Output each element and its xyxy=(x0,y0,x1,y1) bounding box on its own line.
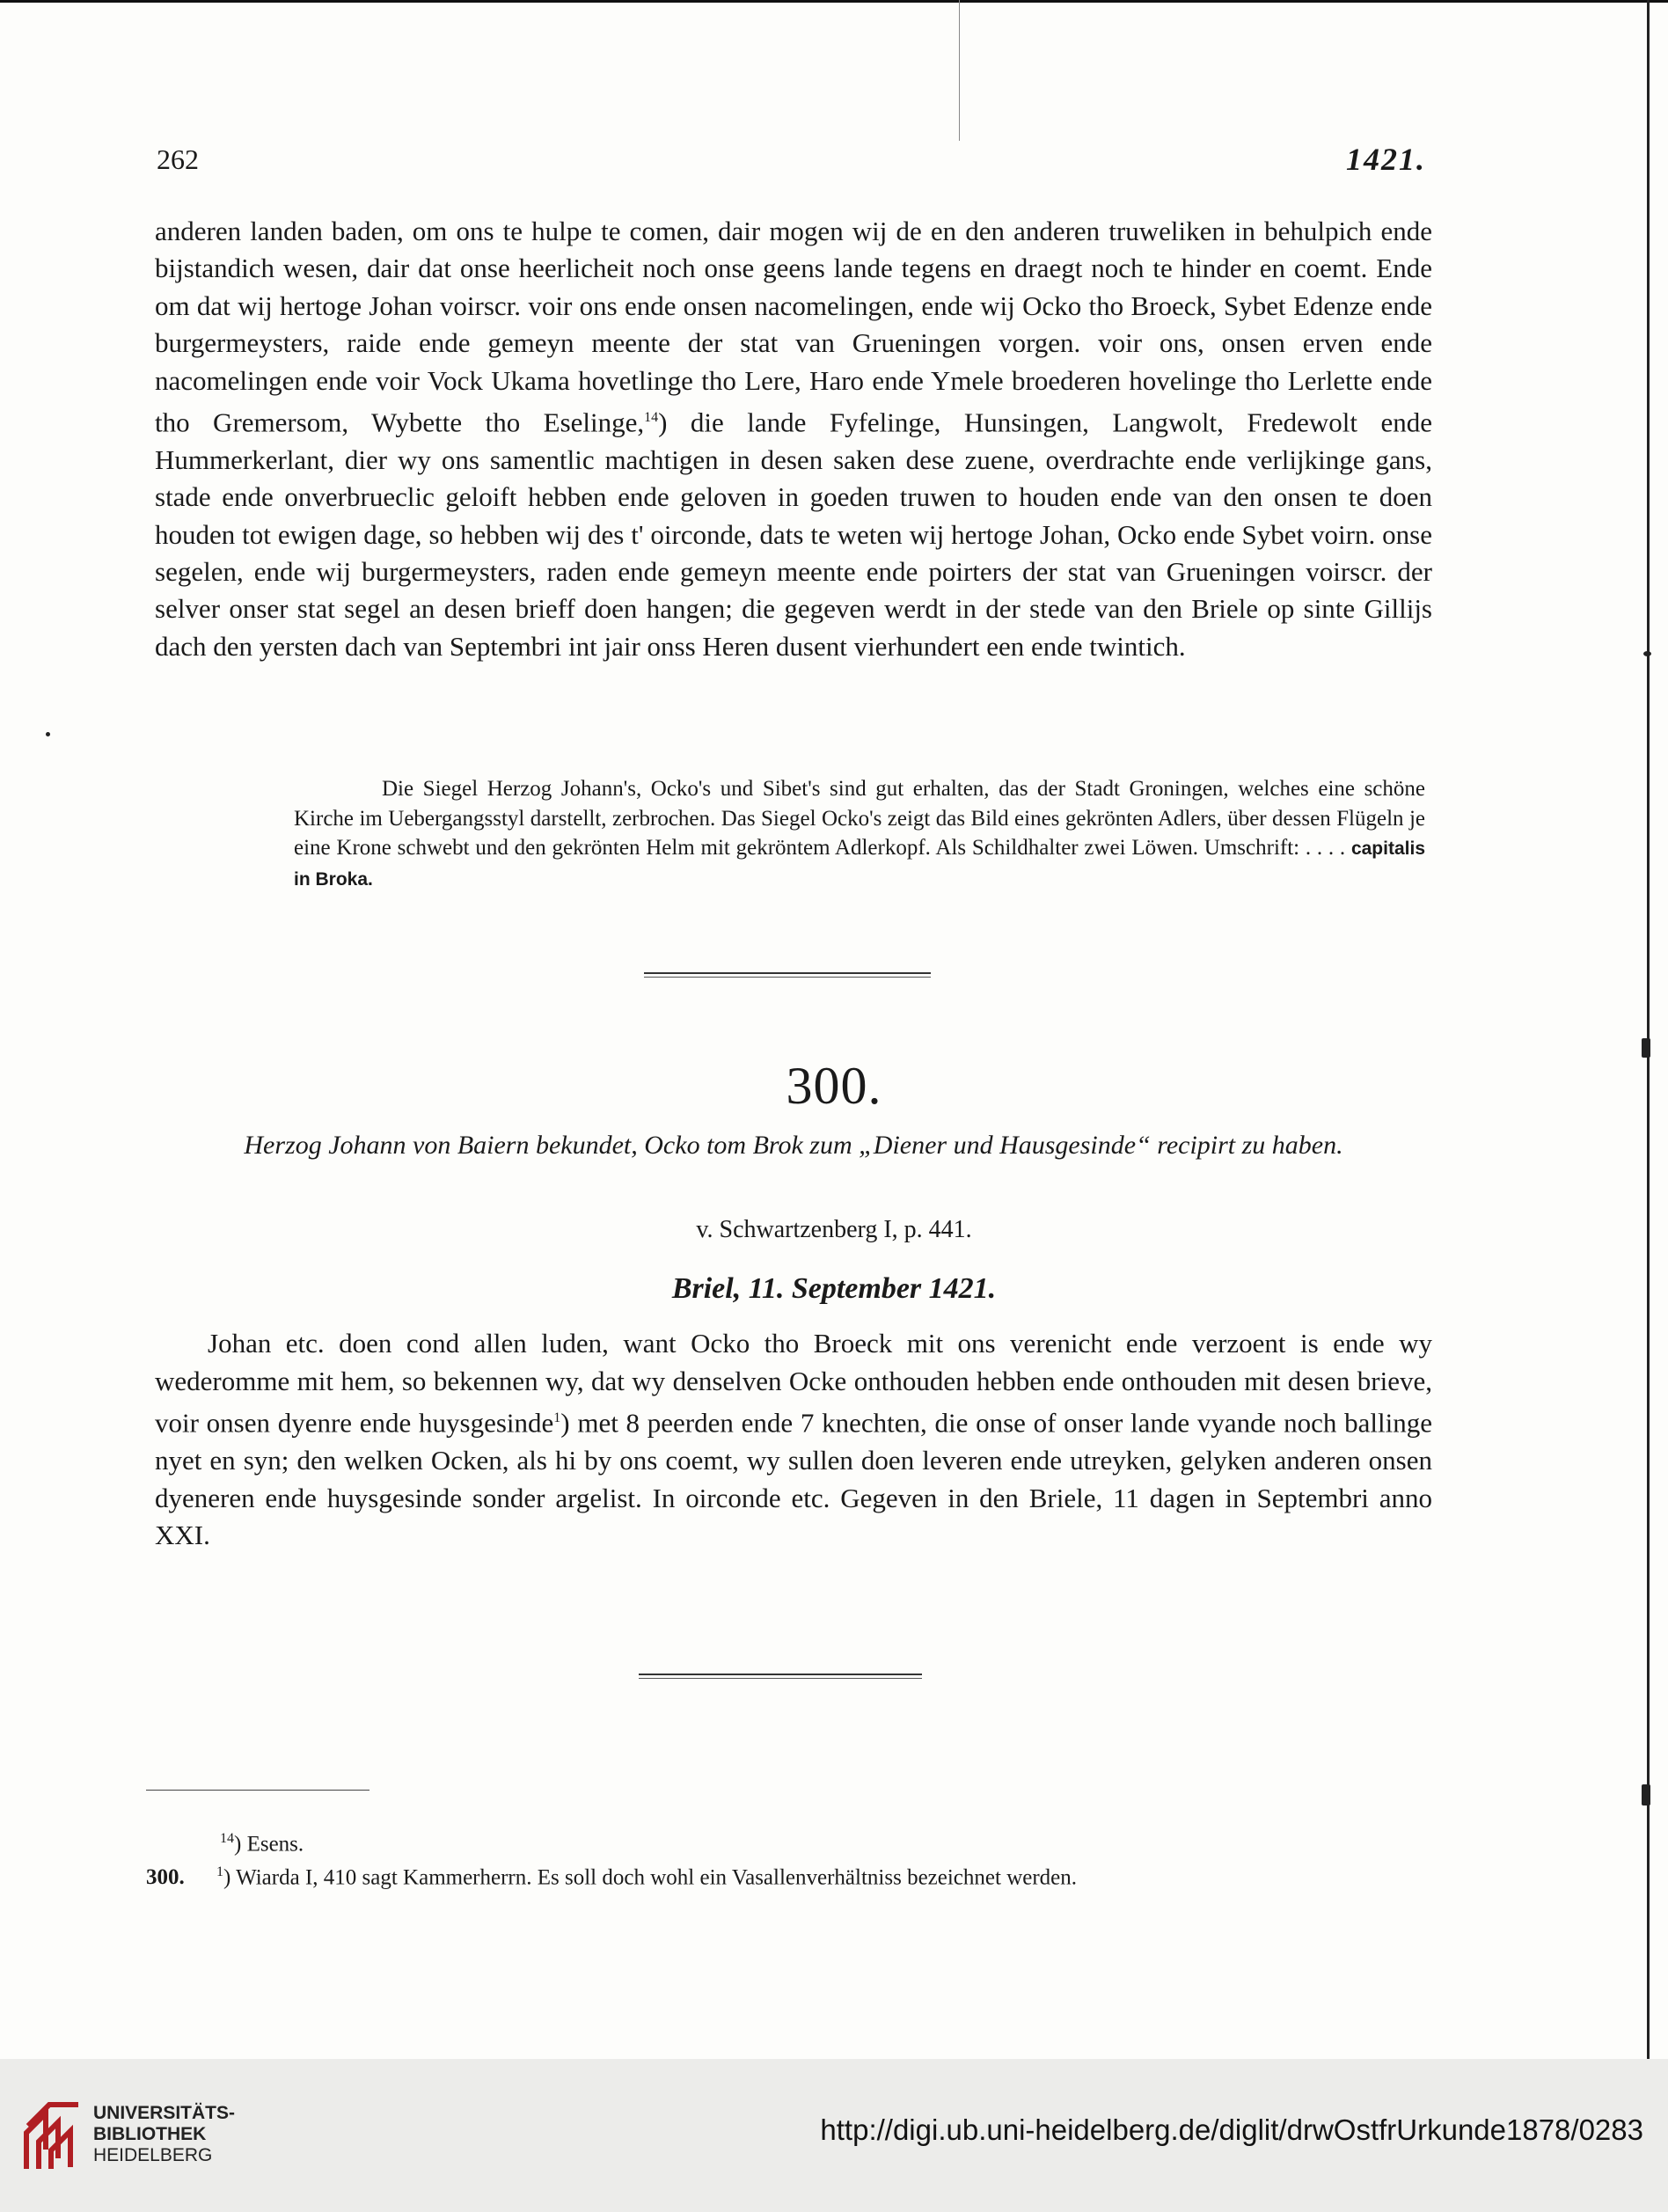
library-name xyxy=(93,2103,235,2166)
document-text-part-2: ) met 8 peerden ende 7 knechten, die onse of onser lande vyande noch ballinge nyet en syn; den welken Ocken, als hi by ons coemt, wy sullen doen leveren ende utreyken, gelyken anderen onsen dyeneren ende huysgesinde sonder argelist. In oirconde etc. Gegeven in den Briele, 11 dagen in Septembri anno XXI. xyxy=(155,1407,1432,1551)
footnote-rule xyxy=(146,1790,369,1791)
footnote-14 xyxy=(146,1825,304,1858)
footnote-doc-number: 300. xyxy=(146,1865,185,1890)
scan-speck xyxy=(1643,651,1651,656)
footnote-ref-14[interactable]: 14 xyxy=(644,410,659,426)
seal-note-text: Die Siegel Herzog Johann's, Ocko's und Sibet's sind gut erhalten, das der Stadt Groningen, welches eine schöne Kirche im Uebergangsstyl darstellt, zerbrochen. Das Siegel Ocko's zeigt das Bild eines gekrönten Adlers, über dessen Flügeln je eine Krone schwebt und den gekrönten Helm mit gekröntem Adlerkopf. Als Schildhalter zwei Löwen. Umschrift: . . . . xyxy=(294,777,1425,860)
seal-description-note xyxy=(294,774,1425,894)
fold-mark xyxy=(959,0,960,141)
document-dateline: Briel, 11. September 1421. xyxy=(671,1272,997,1305)
document-text xyxy=(155,1325,1432,1555)
scan-speck xyxy=(1642,1784,1650,1805)
library-logo-icon xyxy=(19,2098,83,2172)
running-head-year: 1421. xyxy=(1346,142,1426,177)
scan-speck xyxy=(46,732,50,736)
page-right-edge xyxy=(1647,0,1650,2059)
library-name-line1: UNIVERSITÄTS- xyxy=(93,2103,236,2123)
document-title: Herzog Johann von Baiern bekundet, Ocko tom Brok zum „Diener und Hausgesinde“ recipirt zu haben. xyxy=(244,1131,1343,1160)
footnote-1-marker: ) xyxy=(223,1865,231,1890)
previous-document-text xyxy=(155,213,1432,665)
library-name-line3: HEIDELBERG xyxy=(93,2145,213,2165)
footnote-ref-1[interactable]: 1 xyxy=(553,1410,561,1426)
page-number: 262 xyxy=(157,143,199,175)
footnote-300-1 xyxy=(146,1858,1077,1892)
paragraph-part-1: anderen landen baden, om ons te hulpe te comen, dair mogen wij de en den anderen truweliken in behulpich ende bijstandich wesen, dair dat onse heerlicheit noch onse geens lande tegens en draegt noch te hinder en coemt. Ende om dat wij hertoge Johan voirscr. voir ons ende onsen nacomelingen, ende wij Ocko tho Broeck, Sybet Edenze ende burgermeysters, raide ende gemeyn meente der stat van Grueningen vorgen. voir ons, onsen erven ende nacomelingen ende voir Vock Ukama hovetlinge tho Lere, Haro ende Ymele broederen hovelinge tho Lerlette ende tho Gremersom, Wybette tho Eselinge, xyxy=(155,216,1432,438)
library-name-line2: BIBLIOTHEK xyxy=(93,2124,207,2144)
end-divider xyxy=(639,1674,922,1675)
document-number: 300. xyxy=(786,1057,882,1115)
section-divider-thin xyxy=(644,977,931,978)
footnote-1-ref: 1 xyxy=(216,1864,223,1879)
permalink-url[interactable]: http://digi.ub.uni-heidelberg.de/diglit/drwOstfrUrkunde1878/0283 xyxy=(820,2113,1643,2146)
paragraph-part-2: ) die lande Fyfelinge, Hunsingen, Langwolt, Fredewolt ende Hummerkerlant, dier wy ons samentlic machtigen in desen saken dese zuene, overdrachte ende verlijkinge gans, stade ende onverbrueclic geloift hebben ende geloven in goeden truwen to houden ende van den onsen te doen houden tot ewigen dage, so hebben wij des t' oirconde, dats te weten wij hertoge Johan, Ocko ende Sybet voirn. onse segelen, ende wij burgermeysters, raden ende gemeyn meente ende poirters der stat van Grueningen voirscr. der selver onser stat segel an desen brieff doen hangen; die gegeven werdt in der stede van den Briele op sinte Gillijs dach den yersten dach van Septembri int jair onss Heren dusent vierhundert een ende twintich. xyxy=(155,407,1432,662)
document-source: v. Schwartzenberg I, p. 441. xyxy=(696,1216,972,1243)
page-top-edge xyxy=(0,0,1668,3)
footnote-14-text: Esens. xyxy=(246,1832,304,1857)
end-divider-thin xyxy=(639,1678,922,1679)
section-divider xyxy=(644,972,931,974)
scan-speck xyxy=(1642,1038,1650,1058)
seal-legend: capitalis in Broka. xyxy=(294,839,1425,890)
document-text-part-1: Johan etc. doen cond allen luden, want Ocko tho Broeck mit ons verenicht ende verzoent is ende wy wederomme mit hem, so bekennen wy, dat wy denselven Ocke onthouden hebben ende onthouden mit desen brieve, voir onsen dyenre ende huysgesinde xyxy=(155,1328,1432,1439)
footnote-14-marker: ) xyxy=(234,1832,242,1857)
footnote-14-ref: 14 xyxy=(220,1831,234,1846)
footnote-1-text: Wiarda I, 410 sagt Kammerherrn. Es soll doch wohl ein Vasallenverhältniss bezeichnet werden. xyxy=(236,1865,1078,1890)
library-footer xyxy=(0,2059,1668,2212)
